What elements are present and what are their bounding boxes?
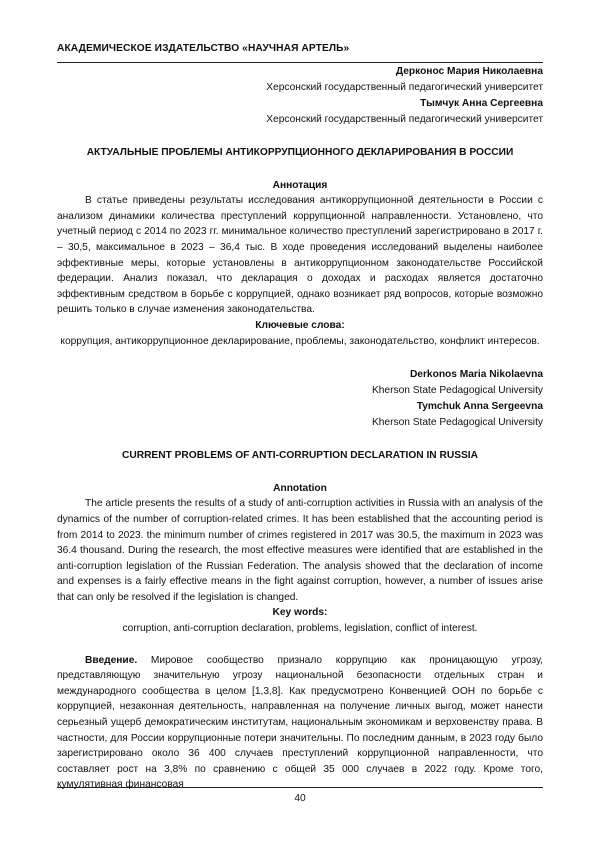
ru-title: АКТУАЛЬНЫЕ ПРОБЛЕМЫ АНТИКОРРУПЦИОННОГО ДЕКЛАРИРОВАНИЯ В РОССИИ bbox=[86, 147, 514, 158]
article-content bbox=[57, 64, 543, 793]
ru-author-affiliation: Херсонский государственный педагогический университет bbox=[266, 114, 543, 125]
en-authors bbox=[57, 367, 543, 431]
en-abstract: The article presents the results of a study of anti-corruption activities in Russia with an analysis of the dynamics of the number of corruption-related crimes. It has been established that the accounting period is from 2014 to 2023. the minimum number of crimes registered in 2017 was 30.5, the maximum in 2023 was 36.4 thousand. During the research, the most effective measures were identified that are established in the anti-corruption legislation of the Russian Federation. The analysis showed that the declaration of income and expenses is a fairly effective means in the fight against corruption, however, a number of issues arise that can only be resolved if the legislation is changed. bbox=[57, 498, 543, 603]
en-author-name: Tymchuk Anna Sergeevna bbox=[416, 401, 543, 413]
en-author-affiliation: Kherson State Pedagogical University bbox=[371, 417, 543, 429]
en-keywords: corruption, anti-corruption declaration, problems, legislation, conflict of interest. bbox=[122, 623, 478, 635]
en-keywords-heading: Key words: bbox=[272, 607, 328, 619]
ru-author-name: Дерконос Мария Николаевна bbox=[395, 66, 543, 77]
ru-abstract: В статье приведены результаты исследования антикоррупционной деятельности в России с анализом динамики количества преступлений коррупционной направленности. Установлено, что учетный период с 2014 по 2023 гг. минимальное количество преступлений зарегистрировано в 2017 г. – 30,5, максимальное в 2023 – 36,4 тыс. В ходе проведения исследований выделены наиболее эффективные меры, которые установлены в антикоррупционном законодательстве Российской федерации. Анализ показал, что декларация о доходах и расходах является достаточно эффективным средством в борьбе с коррупцией, однако возникает ряд вопросов, которые возможно решить только в случае изменения законодательства. bbox=[57, 195, 543, 316]
ru-author-name: Тымчук Анна Сергеевна bbox=[420, 98, 543, 109]
en-abstract-heading: Annotation bbox=[273, 482, 327, 494]
page-number: 40 bbox=[294, 793, 306, 804]
ru-keywords: коррупция, антикоррупционное декларирование, проблемы, законодательство, конфликт интересов. bbox=[60, 335, 540, 347]
introduction-label: Введение. bbox=[85, 654, 138, 666]
ru-authors bbox=[57, 64, 543, 128]
en-title: CURRENT PROBLEMS OF ANTI-CORRUPTION DECLARATION IN RUSSIA bbox=[122, 450, 478, 462]
running-header: АКАДЕМИЧЕСКОЕ ИЗДАТЕЛЬСТВО «НАУЧНАЯ АРТЕЛЬ» bbox=[57, 41, 543, 63]
en-author-name: Derkonos Maria Nikolaevna bbox=[409, 369, 543, 381]
en-author-affiliation: Kherson State Pedagogical University bbox=[371, 385, 543, 397]
footer-divider bbox=[57, 787, 543, 788]
ru-keywords-heading: Ключевые слова: bbox=[255, 319, 345, 331]
ru-author-affiliation: Херсонский государственный педагогический университет bbox=[266, 82, 543, 93]
ru-abstract-heading: Аннотация bbox=[272, 179, 328, 191]
introduction-paragraph bbox=[57, 653, 543, 793]
introduction-text: Мировое сообщество признало коррупцию как проницающую угрозу, представляющую значительную угрозу национальной безопасности отдельных стран и международного сообщества в целом [1,3,8]. Как предусмотрено Конвенцией ООН по борьбе с коррупцией, незаконная деятельность, направленная на получение личных выгод, может нанести серьезный ущерб демократическим институтам, национальным экономикам и верховенству права. В частности, для России коррупционные потери значительны. По последним данным, в 2023 году было зарегистрировано около 36 400 случаев преступлений коррупционной направленности, что составляет рост на 3,8% по сравнению с общей 35 000 случаев в 2022 году. Кроме того, кумулятивная финансовая bbox=[57, 654, 543, 791]
